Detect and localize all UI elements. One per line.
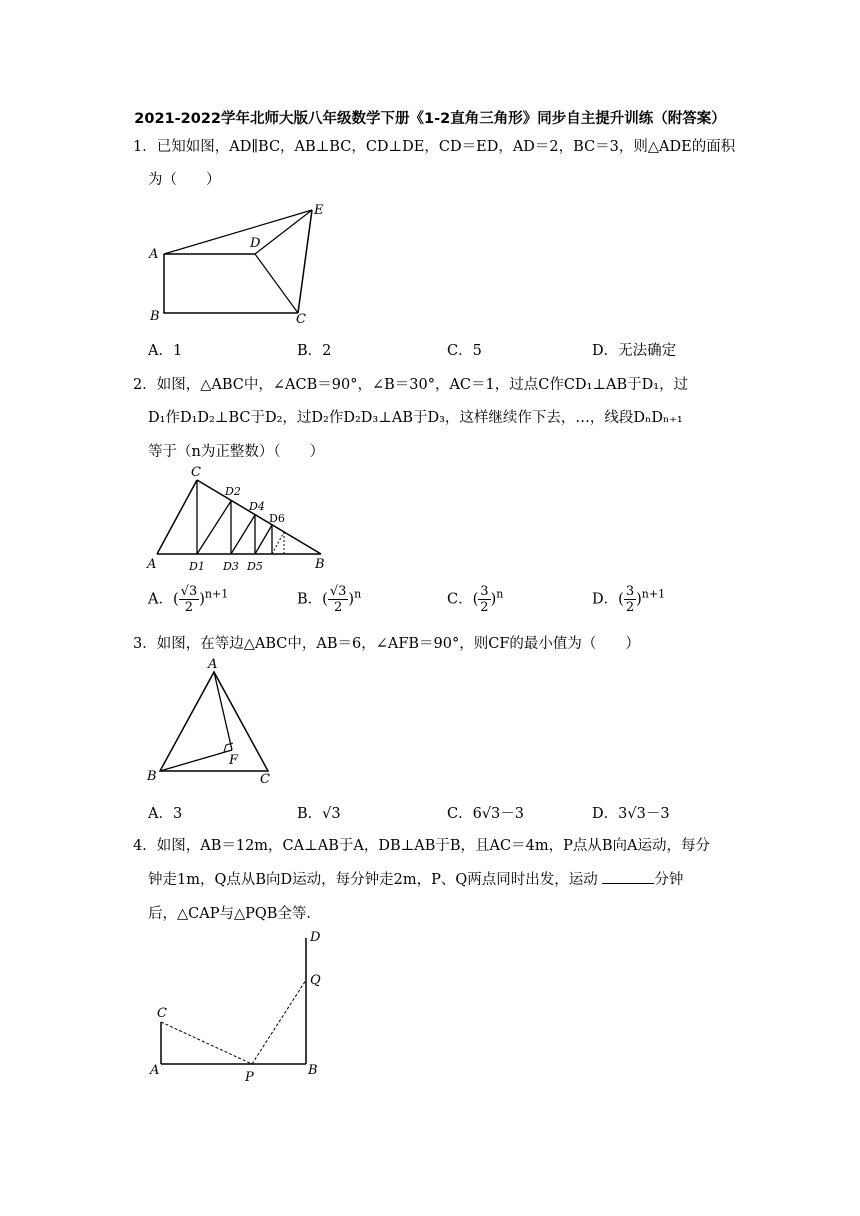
q4-label-c: C: [157, 1006, 167, 1021]
q2-option-d-letter: D．: [592, 591, 619, 608]
q2-label-c: C: [191, 465, 201, 480]
q4-label-b: B: [308, 1063, 318, 1078]
q2-option-d-numerator: 3: [625, 584, 635, 599]
q1-stem-line1: 1．已知如图，AD∥BC，AB⊥BC，CD⊥DE，CD＝ED，AD＝2，BC＝3，则△ADE的面积: [133, 139, 736, 155]
q4-label-d: D: [310, 930, 321, 945]
q2-label-d6: D6: [269, 512, 285, 525]
q1-options: [148, 339, 748, 359]
q2-stem-line2: D₁作D₁D₂⊥BC于D₂，过D₂作D₂D₃⊥AB于D₃，这样继续作下去，…，线段DₙDₙ₊₁: [148, 410, 683, 426]
q3-figure: [140, 654, 290, 790]
q2-option-b-fraction: [328, 584, 349, 615]
q4-figure: [140, 924, 340, 1086]
q3-stem-line1: 3．如图，在等边△ABC中，AB＝6，∠AFB＝90°，则CF的最小值为（ ）: [133, 636, 640, 652]
q1-label-a: A: [149, 247, 159, 262]
q1-figure: [140, 198, 340, 328]
q1-label-e: E: [314, 203, 324, 218]
q1-option-c[interactable]: C．5: [447, 343, 482, 359]
q2-option-c-numerator: 3: [480, 584, 489, 599]
q3-label-b: B: [147, 769, 157, 784]
q3-option-c[interactable]: C．6√3－3: [447, 806, 525, 822]
q2-option-a-numerator: √3: [180, 584, 198, 599]
page-title: 2021-2022学年北师大版八年级数学下册《1-2直角三角形》同步自主提升训练（附答案）: [134, 111, 726, 127]
q2-option-b-numerator: √3: [329, 584, 347, 599]
q2-figure: [145, 462, 345, 580]
q1-option-d[interactable]: D．无法确定: [592, 343, 677, 359]
q1-stem-line2: 为（ ）: [148, 172, 221, 188]
q4-stem-line2-text: 钟走1m，Q点从B向D运动，每分钟走2m，P、Q两点同时出发，运动: [148, 872, 598, 888]
q4-stem-line3: 后，△CAP与△PQB全等．: [148, 906, 321, 922]
q2-option-c-letter: C．: [447, 591, 473, 608]
q4-answer-blank[interactable]: [602, 871, 654, 884]
q2-stem-line1: 2．如图，△ABC中，∠ACB＝90°，∠B＝30°，AC＝1，过点C作CD₁⊥AB于D₁，过: [133, 377, 689, 393]
q2-stem-line3: 等于（n为正整数）（ ）: [148, 444, 325, 460]
q1-label-d: D: [250, 236, 261, 251]
q2-option-c-denominator: 2: [480, 600, 489, 615]
q2-option-c[interactable]: C．( $\frac{3}{2}$ )$^n$: [447, 584, 504, 615]
q2-option-a-fraction: [179, 584, 200, 615]
q3-label-c: C: [260, 772, 270, 787]
q2-label-d5: D5: [247, 560, 263, 573]
q2-option-a-denominator: 2: [184, 600, 194, 615]
q2-option-d[interactable]: D．( $\frac{3}{2}$ )$^{n+1}$: [592, 584, 666, 615]
q2-option-a-letter: A．: [148, 591, 173, 608]
q3-label-f: F: [229, 753, 239, 768]
q4-stem-line1: 4．如图，AB＝12m，CA⊥AB于A，DB⊥AB于B，且AC＝4m，P点从B向A运动，每分: [133, 838, 710, 854]
q2-label-d1: D1: [189, 560, 205, 573]
q4-stem-line2: [148, 868, 683, 889]
q3-options: [148, 802, 748, 822]
q4-label-a: A: [150, 1063, 160, 1078]
q3-option-d[interactable]: D．3√3－3: [592, 806, 670, 822]
q2-label-d4: D4: [249, 500, 265, 513]
q2-options: [148, 584, 748, 620]
q2-option-d-exponent: n+1: [641, 587, 666, 601]
q2-option-c-fraction: [478, 584, 490, 615]
q2-option-a[interactable]: A．( $\frac{√3}{2}$ )$^{n+1}$: [148, 584, 229, 615]
q2-label-a: A: [147, 557, 157, 572]
q2-option-b-letter: B．: [297, 591, 323, 608]
q2-option-b[interactable]: B．( $\frac{√3}{2}$ )$^n$: [297, 584, 362, 615]
q2-label-b: B: [315, 557, 325, 572]
q3-option-a[interactable]: A．3: [148, 806, 183, 822]
q3-label-a: A: [208, 657, 218, 672]
q1-option-b[interactable]: B．2: [297, 343, 332, 359]
q4-label-p: P: [245, 1070, 254, 1085]
q2-label-d2: D2: [225, 485, 241, 498]
q2-option-d-denominator: 2: [625, 600, 635, 615]
q1-label-b: B: [150, 309, 160, 324]
q4-label-q: Q: [310, 973, 321, 988]
q4-stem-line2-suffix: 分钟: [654, 872, 684, 888]
q2-option-b-exponent: n: [354, 587, 362, 601]
q1-label-c: C: [296, 312, 306, 327]
q2-option-a-exponent: n+1: [204, 587, 229, 601]
q2-option-c-exponent: n: [496, 587, 504, 601]
q2-option-b-denominator: 2: [333, 600, 343, 615]
q2-option-d-fraction: [624, 584, 636, 615]
q1-option-a[interactable]: A．1: [148, 343, 183, 359]
q3-option-b[interactable]: B．√3: [297, 806, 341, 822]
q2-label-d3: D3: [223, 560, 239, 573]
